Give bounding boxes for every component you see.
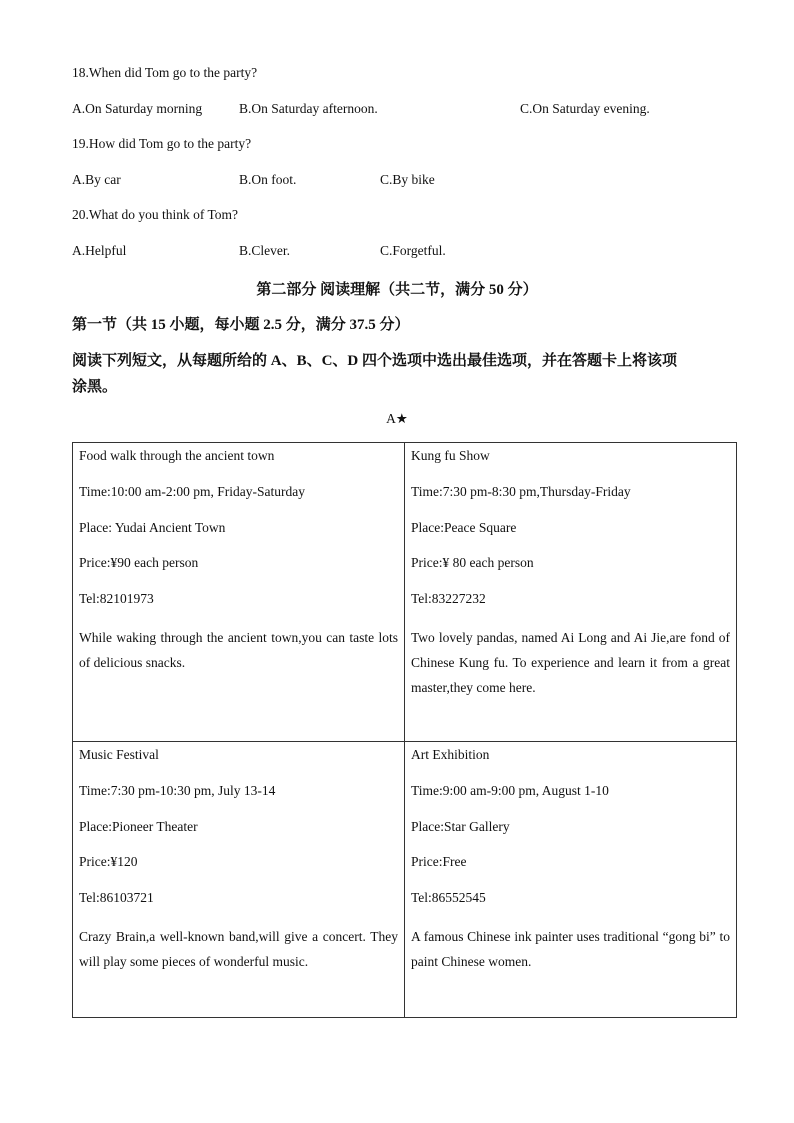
passage-label: A★ [386,411,408,426]
q19-option-b: B.On foot. [239,172,297,187]
q20-option-a: A.Helpful [72,243,127,258]
q18-option-a: A.On Saturday morning [72,101,203,116]
question-19: 19.How did Tom go to the party? [72,136,252,151]
event-title: Kung fu Show [411,448,490,463]
event-tel: Tel:82101973 [79,591,154,607]
question-18: 18.When did Tom go to the party? [72,65,258,80]
event-time: Time:7:30 pm-8:30 pm,Thursday-Friday [411,483,631,499]
event-title: Art Exhibition [411,747,490,762]
instruction-line-2: 涂黑。 [72,379,118,395]
instruction-line-1: 阅读下列短文，从每题所给的 A、B、C、D 四个选项中选出最佳选项，并在答题卡上将该项 [72,353,678,369]
table-row [73,742,737,1018]
event-cell-art-exhibition [405,742,737,1018]
events-table [72,442,737,1018]
event-cell-food-walk [73,443,405,742]
event-description: A famous Chinese ink painter uses traditional “gong bi” to paint Chinese women. [411,928,730,969]
event-title: Music Festival [79,747,159,762]
event-cell-music-festival [73,742,405,1018]
event-title: Food walk through the ancient town [79,448,275,463]
q18-option-c: C.On Saturday evening. [520,101,650,116]
q20-option-b: B.Clever. [239,243,290,258]
section-heading: 第一节（共 15 小题，每小题 2.5 分，满分 37.5 分） [72,317,410,333]
event-time: Time:10:00 am-2:00 pm, Friday-Saturday [79,483,305,499]
event-place: Place:Peace Square [411,519,517,535]
event-description: Two lovely pandas, named Ai Long and Ai Jie,are fond of Chinese Kung fu. To experience and learn it from a great master,they come here. [411,629,730,695]
event-tel: Tel:83227232 [411,591,486,607]
event-tel: Tel:86103721 [79,890,154,906]
event-place: Place:Star Gallery [411,818,510,834]
q18-option-b: B.On Saturday afternoon. [239,101,378,116]
event-description: While waking through the ancient town,you can taste lots of delicious snacks. [79,629,398,670]
q19-option-a: A.By car [72,172,121,187]
event-price: Price:¥90 each person [79,555,199,571]
question-20: 20.What do you think of Tom? [72,207,239,222]
event-place: Place: Yudai Ancient Town [79,519,226,535]
table-row [73,443,737,742]
event-price: Price:Free [411,854,467,870]
event-time: Time:7:30 pm-10:30 pm, July 13-14 [79,782,276,798]
event-price: Price:¥ 80 each person [411,555,534,571]
event-place: Place:Pioneer Theater [79,818,198,834]
q20-option-c: C.Forgetful. [380,243,446,258]
event-time: Time:9:00 am-9:00 pm, August 1-10 [411,782,609,798]
part-heading: 第二部分 阅读理解（共二节，满分 50 分） [256,282,538,298]
event-description: Crazy Brain,a well-known band,will give a concert. They will play some pieces of wonderful music. [79,928,398,969]
event-cell-kung-fu [405,443,737,742]
event-tel: Tel:86552545 [411,890,486,906]
q19-option-c: C.By bike [380,172,435,187]
event-price: Price:¥120 [79,854,138,870]
